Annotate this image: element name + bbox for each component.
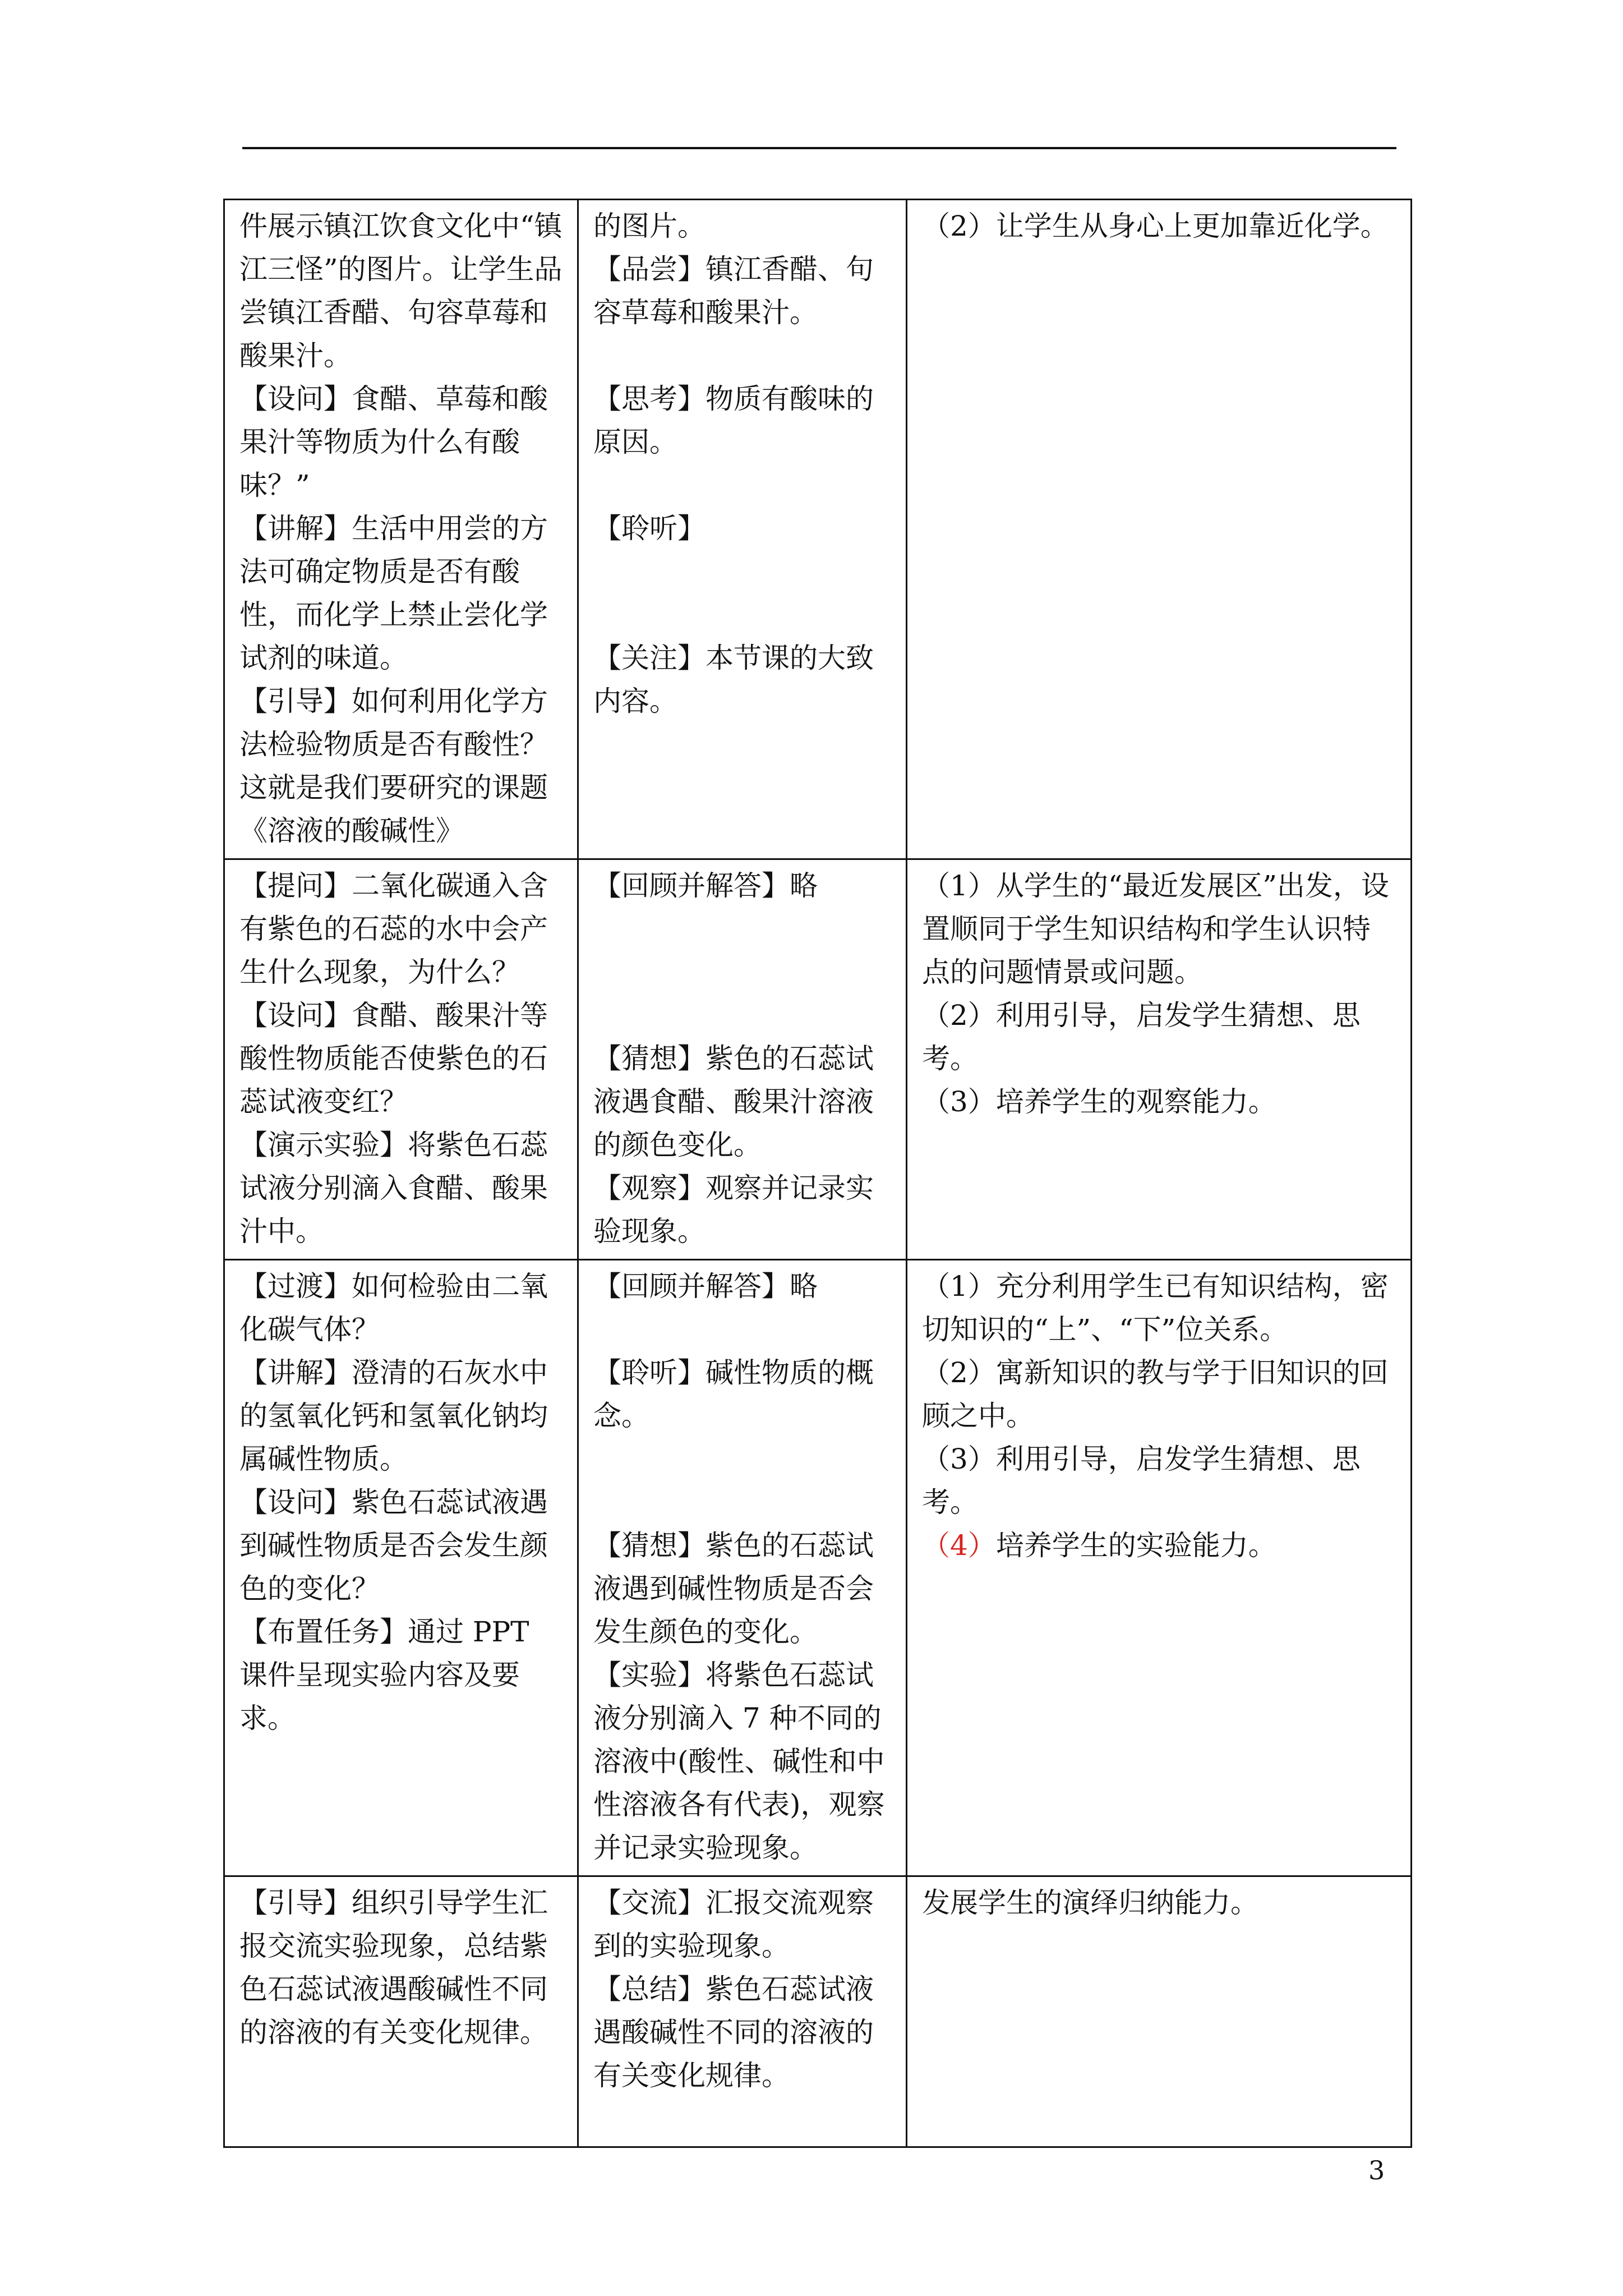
cell-text: 【交流】汇报交流观察到的实验现象。 — [593, 1887, 874, 1962]
cell-text: 【演示实验】将紫色石蕊试液分别滴入食醋、酸果汁中。 — [239, 1129, 548, 1248]
cell-text: 【猜想】紫色的石蕊试液遇到碱性物质是否会发生颜色的变化。 — [593, 1529, 874, 1648]
cell-text: 【实验】将紫色石蕊试液分别滴入 7 种不同的溶液中(酸性、碱性和中性溶液各有代表)，观察并记录实验现象。 — [593, 1659, 885, 1864]
cell-text: （2）利用引导，启发学生猜想、思考。 — [922, 999, 1361, 1075]
cell-text: 【猜想】紫色的石蕊试液遇食醋、酸果汁溶液的颜色变化。 — [593, 1042, 874, 1161]
page-number: 3 — [1368, 2155, 1385, 2185]
cell-text: （1）充分利用学生已有知识结构，密切知识的“上”、“下”位关系。 — [922, 1270, 1389, 1346]
spacer — [593, 464, 893, 507]
cell-text: 【设问】紫色石蕊试液遇到碱性物质是否会发生颜色的变化？ — [239, 1486, 548, 1605]
design-intent-cell — [907, 859, 1412, 1260]
cell-text: 【回顾并解答】略 — [593, 869, 818, 902]
design-intent-cell — [907, 200, 1412, 859]
cell-text: 【讲解】澄清的石灰水中的氢氧化钙和氢氧化钠均属碱性物质。 — [239, 1356, 548, 1475]
cell-text: 件展示镇江饮食文化中“镇江三怪”的图片。让学生品尝镇江香醋、句容草莓和酸果汁。 — [239, 210, 562, 372]
cell-text: 【讲解】生活中用尝的方法可确定物质是否有酸性，而化学上禁止尝化学试剂的味道。 — [239, 512, 548, 674]
highlighted-number: （4） — [922, 1529, 996, 1562]
cell-text: 【关注】本节课的大致内容。 — [593, 642, 874, 717]
header-rule — [242, 147, 1396, 149]
cell-text: 【布置任务】通过 PPT 课件呈现实验内容及要求。 — [239, 1616, 529, 1734]
table-row — [224, 1260, 1412, 1876]
cell-text: 【观察】观察并记录实验现象。 — [593, 1172, 874, 1248]
cell-text: 【聆听】碱性物质的概念。 — [593, 1356, 874, 1432]
lesson-plan-table — [223, 199, 1412, 2148]
design-intent-cell — [907, 1876, 1412, 2147]
table-row — [224, 200, 1412, 859]
spacer — [593, 951, 893, 994]
teacher-activity-cell — [224, 859, 578, 1260]
cell-text: 【回顾并解答】略 — [593, 1270, 818, 1303]
cell-text: 的图片。 — [593, 210, 706, 242]
cell-text: 【设问】食醋、草莓和酸果汁等物质为什么有酸味？” — [239, 383, 548, 501]
teacher-activity-cell — [224, 1260, 578, 1876]
spacer — [593, 1438, 893, 1481]
student-activity-cell — [578, 859, 907, 1260]
student-activity-cell — [578, 1260, 907, 1876]
table-row — [224, 859, 1412, 1260]
spacer — [593, 550, 893, 593]
spacer — [593, 1481, 893, 1524]
teacher-activity-cell — [224, 200, 578, 859]
cell-text: 【品尝】镇江香醋、句容草莓和酸果汁。 — [593, 253, 874, 329]
cell-text: 【引导】组织引导学生汇报交流实验现象，总结紫色石蕊试液遇酸碱性不同的溶液的有关变化规律。 — [239, 1887, 548, 2049]
spacer — [593, 908, 893, 951]
cell-text: 【思考】物质有酸味的原因。 — [593, 383, 874, 458]
cell-text: （2）让学生从身心上更加靠近化学。 — [922, 210, 1389, 242]
spacer — [593, 1308, 893, 1351]
spacer — [593, 2097, 893, 2141]
cell-text: （3）培养学生的观察能力。 — [922, 1085, 1276, 1118]
design-intent-cell — [907, 1260, 1412, 1876]
cell-text: （1）从学生的“最近发展区”出发，设置顺同于学生知识结构和学生认识特点的问题情景或问题。 — [922, 869, 1389, 988]
cell-text: 【设问】食醋、酸果汁等酸性物质能否使紫色的石蕊试液变红？ — [239, 999, 548, 1118]
table-row — [224, 1876, 1412, 2147]
cell-text: 【过渡】如何检验由二氧化碳气体？ — [239, 1270, 548, 1346]
cell-text-highlighted — [922, 1524, 1398, 1567]
cell-text: 【提问】二氧化碳通入含有紫色的石蕊的水中会产生什么现象，为什么？ — [239, 869, 548, 988]
spacer — [593, 593, 893, 637]
cell-text: （3）利用引导，启发学生猜想、思考。 — [922, 1443, 1361, 1519]
spacer — [593, 334, 893, 378]
student-activity-cell — [578, 1876, 907, 2147]
cell-text: 【聆听】 — [593, 512, 706, 545]
cell-text: 发展学生的演绎归纳能力。 — [922, 1887, 1258, 1919]
spacer — [593, 994, 893, 1037]
cell-text: 培养学生的实验能力。 — [995, 1529, 1276, 1562]
student-activity-cell — [578, 200, 907, 859]
cell-text: （2）寓新知识的教与学于旧知识的回顾之中。 — [922, 1356, 1389, 1432]
cell-text: 【总结】紫色石蕊试液遇酸碱性不同的溶液的有关变化规律。 — [593, 1973, 874, 2092]
cell-text: 【引导】如何利用化学方法检验物质是否有酸性？这就是我们要研究的课题《溶液的酸碱性》 — [239, 685, 548, 847]
teacher-activity-cell — [224, 1876, 578, 2147]
